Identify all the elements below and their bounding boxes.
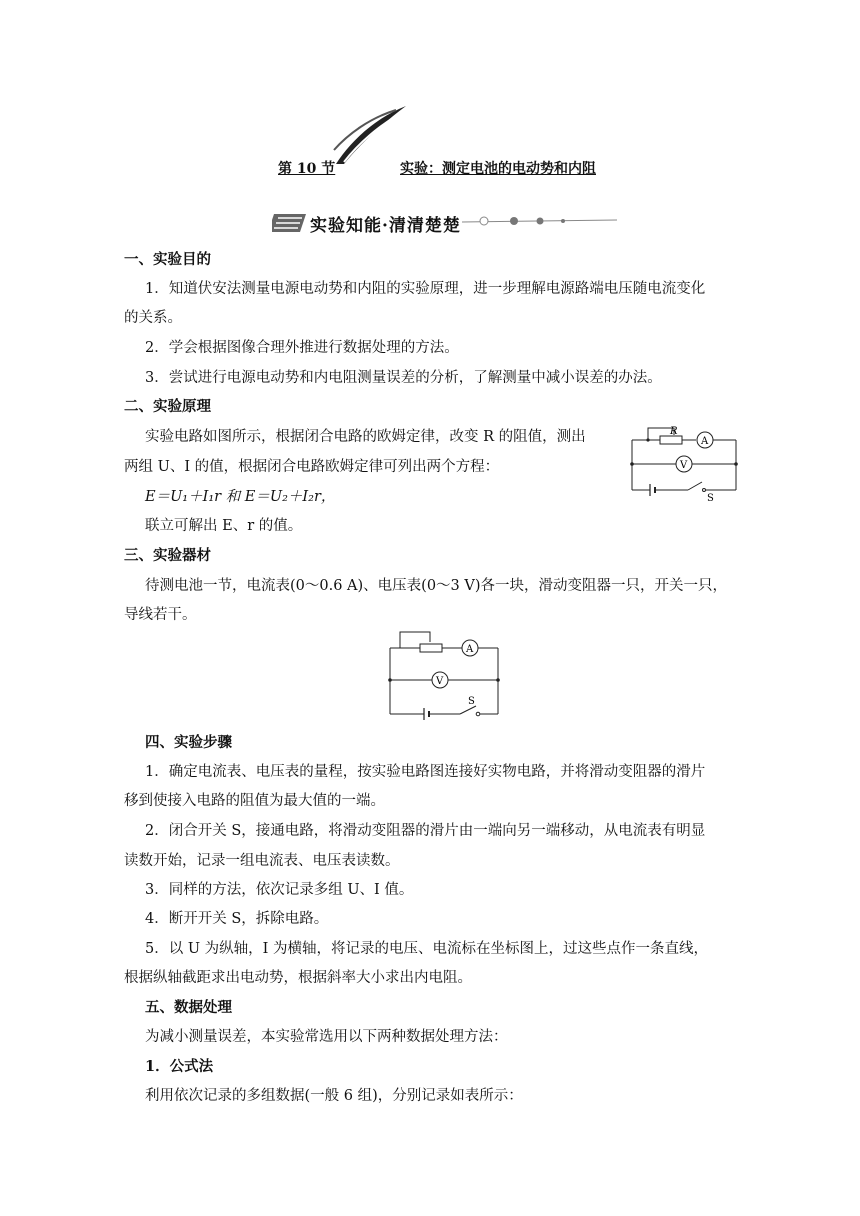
banner-title: 实验知能·清清楚楚 [310,216,461,236]
circuit-diagram-2 [384,628,504,720]
paragraph: 移到使接入电路的阻值为最大值的一端。 [124,793,385,809]
chapter-header [270,104,630,177]
paragraph: 2．学会根据图像合理外推进行数据处理的方法。 [145,340,459,356]
switch-label: S [468,696,475,707]
paragraph: 利用依次记录的多组数据(一般 6 组)，分别记录如表所示： [145,1088,523,1104]
paragraph: 读数开始，记录一组电流表、电压表读数。 [124,853,400,869]
voltmeter-label: V [680,460,688,471]
rheostat-icon [420,644,442,652]
paragraph: 1．知道伏安法测量电源电动势和内阻的实验原理，进一步理解电源路端电压随电流变化 [145,281,706,297]
switch-icon [460,706,476,714]
paragraph: 5．以 U 为纵轴，I 为横轴，将记录的电压、电流标在坐标图上，过这些点作一条直线， [145,941,708,957]
ammeter-label: A [701,436,709,447]
paragraph: 为减小测量误差，本实验常选用以下两种数据处理方法： [145,1029,508,1045]
heading-principle: 二、实验原理 [124,398,211,415]
paragraph: 3．尝试进行电源电动势和内电阻测量误差的分析，了解测量中减小误差的办法。 [145,370,662,386]
paragraph: 的关系。 [124,310,182,326]
equation: E＝U₁＋I₁r 和 E＝U₂＋I₂r， [145,489,336,505]
ammeter-label: A [466,644,474,655]
circuit-diagram-1 [628,420,740,504]
page-title: 实验：测定电池的电动势和内阻 [400,161,596,177]
heading-data-processing: 五、数据处理 [145,999,232,1016]
paragraph: 2．闭合开关 S，接通电路，将滑动变阻器的滑片由一端向另一端移动，从电流表有明显 [145,823,706,839]
heading-purpose: 一、实验目的 [124,251,211,268]
rheostat-icon [660,436,682,444]
paragraph: 两组 U、I 的值，根据闭合电路欧姆定律可列出两个方程： [124,459,500,475]
resistor-label: R [670,426,678,437]
paragraph: 1．确定电流表、电压表的量程，按实验电路图连接好实物电路，并将滑动变阻器的滑片 [145,764,706,780]
switch-icon [688,482,702,490]
paragraph: 3．同样的方法，依次记录多组 U、I 值。 [145,882,414,898]
paragraph: 根据纵轴截距求出电动势，根据斜率大小求出内电阻。 [124,970,472,986]
paragraph: 联立可解出 E、r 的值。 [145,518,303,534]
paragraph: 4．断开开关 S，拆除电路。 [145,911,329,927]
section-banner [272,208,617,236]
voltmeter-label: V [436,676,444,687]
heading-steps: 四、实验步骤 [145,734,232,751]
subheading-formula-method: 1．公式法 [145,1058,214,1075]
paragraph: 导线若干。 [124,607,197,623]
heading-equipment: 三、实验器材 [124,547,211,564]
paragraph: 实验电路如图所示，根据闭合电路的欧姆定律，改变 R 的阻值，测出 [145,429,586,445]
switch-label: S [707,493,714,504]
section-number: 第 10 节 [278,161,336,177]
swoosh-logo-icon [330,104,410,166]
paragraph: 待测电池一节，电流表(0～0.6 A)、电压表(0～3 V)各一块，滑动变阻器一只，开关一只， [145,578,728,594]
